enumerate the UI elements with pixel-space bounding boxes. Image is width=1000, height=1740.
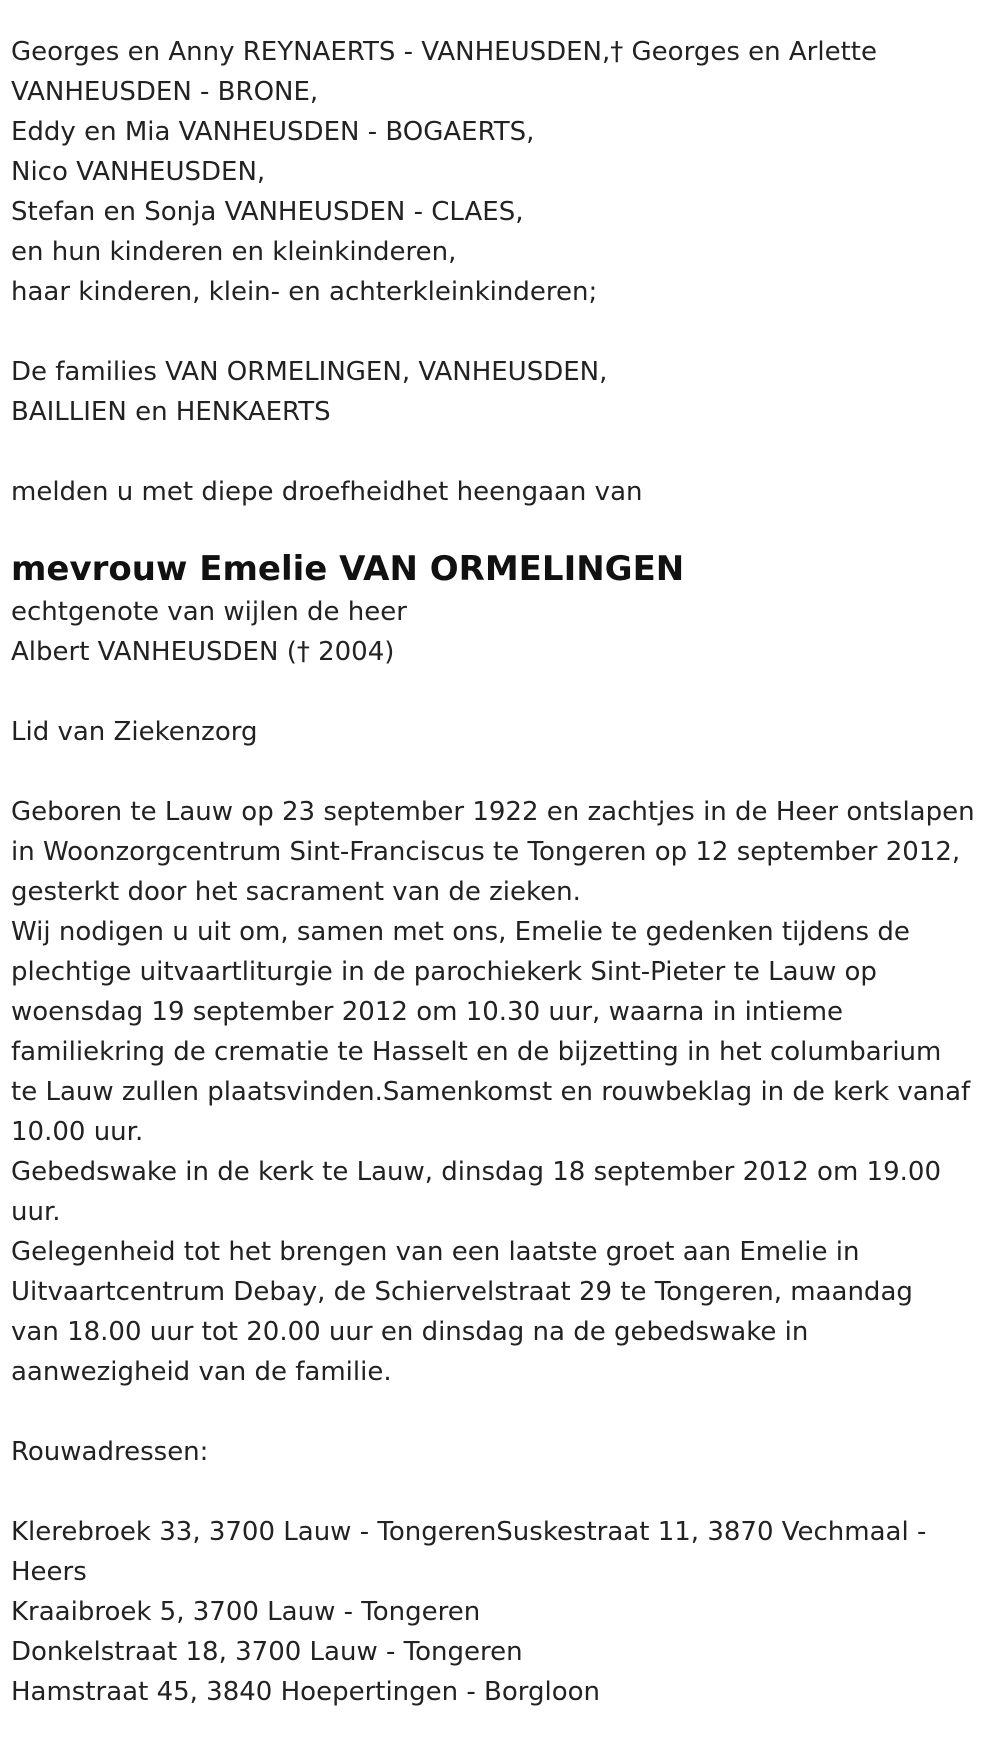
spacer (11, 752, 991, 792)
deceased-relation-line: echtgenote van wijlen de heer (11, 597, 407, 627)
announcer-line: Stefan en Sonja VANHEUSDEN - CLAES, (11, 197, 524, 227)
details-line: aanwezigheid van de familie. (11, 1357, 392, 1387)
address-line: Donkelstraat 18, 3700 Lauw - Tongeren (11, 1637, 523, 1667)
address-line: Klerebroek 33, 3700 Lauw - TongerenSuskestraat 11, 3870 Vechmaal - (11, 1517, 927, 1547)
deceased-relation-line: Albert VANHEUSDEN († 2004) (11, 637, 395, 667)
spacer (11, 512, 991, 546)
details-line: te Lauw zullen plaatsvinden.Samenkomst en rouwbeklag in de kerk vanaf (11, 1077, 971, 1107)
announcer-line: VANHEUSDEN - BRONE, (11, 77, 319, 107)
families-block (11, 352, 991, 432)
announcer-line: haar kinderen, klein- en achterkleinkinderen; (11, 277, 598, 307)
obituary-document (11, 32, 991, 1712)
deceased-name: mevrouw Emelie VAN ORMELINGEN (11, 549, 685, 589)
announcer-line: Eddy en Mia VANHEUSDEN - BOGAERTS, (11, 117, 535, 147)
spacer (11, 312, 991, 352)
spacer (11, 672, 991, 712)
details-line: Geboren te Lauw op 23 september 1922 en zachtjes in de Heer ontslapen (11, 797, 975, 827)
announcer-line: en hun kinderen en kleinkinderen, (11, 237, 457, 267)
details-line: familiekring de crematie te Hasselt en de bijzetting in het columbarium (11, 1037, 942, 1067)
details-line: van 18.00 uur tot 20.00 uur en dinsdag na de gebedswake in (11, 1317, 809, 1347)
announcer-line: Georges en Anny REYNAERTS - VANHEUSDEN,† Georges en Arlette (11, 37, 877, 67)
details-line: Gelegenheid tot het brengen van een laatste groet aan Emelie in (11, 1237, 860, 1267)
details-line: woensdag 19 september 2012 om 10.30 uur, waarna in intieme (11, 997, 844, 1027)
details-block (11, 792, 991, 1392)
details-line: uur. (11, 1197, 61, 1227)
spacer (11, 1392, 991, 1432)
spacer (11, 1472, 991, 1512)
details-line: plechtige uitvaartliturgie in de parochiekerk Sint-Pieter te Lauw op (11, 957, 877, 987)
families-line: De families VAN ORMELINGEN, VANHEUSDEN, (11, 357, 608, 387)
address-line: Kraaibroek 5, 3700 Lauw - Tongeren (11, 1597, 481, 1627)
addresses-block (11, 1512, 991, 1712)
families-line: BAILLIEN en HENKAERTS (11, 397, 331, 427)
addresses-heading: Rouwadressen: (11, 1437, 209, 1467)
announcement-text: melden u met diepe droefheidhet heengaan van (11, 477, 643, 507)
announcer-line: Nico VANHEUSDEN, (11, 157, 266, 187)
details-line: gesterkt door het sacrament van de zieken. (11, 877, 581, 907)
address-line: Hamstraat 45, 3840 Hoepertingen - Borgloon (11, 1677, 601, 1707)
details-line: Gebedswake in de kerk te Lauw, dinsdag 18 september 2012 om 19.00 (11, 1157, 941, 1187)
details-line: Wij nodigen u uit om, samen met ons, Emelie te gedenken tijdens de (11, 917, 910, 947)
announcers-block (11, 32, 991, 312)
details-line: Uitvaartcentrum Debay, de Schiervelstraat 29 te Tongeren, maandag (11, 1277, 913, 1307)
details-line: in Woonzorgcentrum Sint-Franciscus te Tongeren op 12 september 2012, (11, 837, 961, 867)
spacer (11, 432, 991, 472)
details-line: 10.00 uur. (11, 1117, 144, 1147)
membership-text: Lid van Ziekenzorg (11, 717, 258, 747)
address-line: Heers (11, 1557, 87, 1587)
